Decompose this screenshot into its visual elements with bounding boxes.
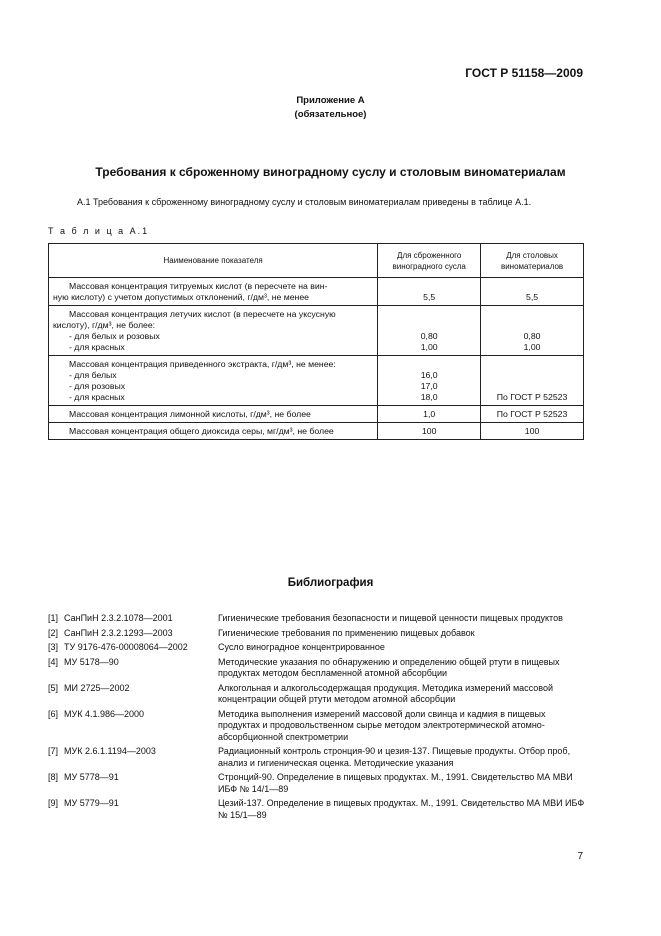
bibliography-code: ТУ 9176-476-00008064—2002 xyxy=(64,642,188,652)
table-cell-value: По ГОСТ Р 52523 xyxy=(496,409,568,419)
bibliography-number: [8] xyxy=(48,772,59,782)
table-cell-col1 xyxy=(378,356,481,406)
table-header-must: Для сброженного виноградного сусла xyxy=(378,244,481,278)
table-cell-col1 xyxy=(378,406,481,423)
table-cell-value: 18,0 xyxy=(420,392,438,402)
table-cell-name xyxy=(49,306,378,356)
bibliography-item xyxy=(48,642,585,654)
table-cell-value: По ГОСТ Р 52523 xyxy=(496,392,568,402)
bibliography-code: МУК 2.6.1.1194—2003 xyxy=(64,746,156,756)
bibliography-text: Стронций-90. Определение в пищевых продуктах. М., 1991. Свидетельство МА МВИ ИБФ № 14/1—89 xyxy=(218,772,573,794)
table-cell-value: 16,0 xyxy=(420,370,438,380)
bibliography-code: МУ 5178—90 xyxy=(64,656,119,667)
bibliography-item xyxy=(48,798,585,821)
bibliography-code: МУ 5779—91 xyxy=(64,798,119,808)
bibliography-list xyxy=(48,613,585,824)
bibliography-code: СанПиН 2.3.2.1293—2003 xyxy=(64,627,173,638)
bibliography-text: Радиационный контроль стронция-90 и цезия-137. Пищевые продукты. Отбор проб, анализ и гигиеническая оценка. Методические указания xyxy=(218,746,571,768)
bibliography-code: МУ 5778—91 xyxy=(64,772,119,782)
table-cell-line: Массовая концентрация титруемых кислот (в пересчете на вин- xyxy=(69,281,328,291)
bibliography-number: [1] xyxy=(48,613,59,623)
table-cell-value: 100 xyxy=(421,426,437,436)
table-cell-value: 1,0 xyxy=(423,409,436,419)
table-cell-col2 xyxy=(481,356,584,406)
table-cell-col2 xyxy=(481,278,584,306)
table-cell-line: Массовая концентрация общего диоксида серы, мг/дм³, не более xyxy=(69,426,334,436)
table-cell-col1 xyxy=(378,306,481,356)
bibliography-item xyxy=(48,613,585,625)
appendix-status: (обязательное) xyxy=(294,109,367,120)
bibliography-item xyxy=(48,772,585,795)
bibliography-text: Гигиенические требования безопасности и пищевой ценности пищевых продуктов xyxy=(218,613,563,623)
bibliography-number: [7] xyxy=(48,746,59,756)
table-cell-value: 5,5 xyxy=(526,292,539,302)
table-cell-col2 xyxy=(481,406,584,423)
table-cell-line: Массовая концентрация лимонной кислоты, г/дм³, не более xyxy=(69,409,311,419)
bibliography-item xyxy=(48,683,585,706)
document-header: ГОСТ Р 51158—2009 xyxy=(465,66,583,80)
bibliography-item xyxy=(48,657,585,680)
bibliography-text: Алкогольная и алкогольсодержащая продукция. Методика измерений массовой концентрации общей ртути методом атомной абсорбции xyxy=(218,682,554,704)
section-title: Требования к сброженному виноградному суслу и столовым виноматериалам xyxy=(95,165,566,179)
table-cell-line: кислоту), г/дм³, не более: xyxy=(53,320,156,330)
table-row xyxy=(49,278,584,306)
bibliography-number: [6] xyxy=(48,708,59,719)
table-row xyxy=(49,423,584,440)
bibliography-item xyxy=(48,709,585,744)
table-cell-col1 xyxy=(378,423,481,440)
table-cell-line: - для красных xyxy=(69,392,125,402)
table-header-wine: Для столовых виноматериалов xyxy=(481,244,584,278)
table-cell-line: - для розовых xyxy=(69,381,126,391)
table-cell-value: 17,0 xyxy=(420,381,438,391)
table-cell-col1 xyxy=(378,278,481,306)
table-cell-value: 5,5 xyxy=(423,292,436,302)
table-cell-name xyxy=(49,356,378,406)
table-row xyxy=(49,406,584,423)
bibliography-number: [9] xyxy=(48,798,59,808)
table-caption: Т а б л и ц а А.1 xyxy=(48,226,150,236)
page-number: 7 xyxy=(577,851,583,862)
bibliography-code: МУК 4.1.986—2000 xyxy=(64,708,145,719)
requirements-table xyxy=(48,243,584,440)
bibliography-number: [4] xyxy=(48,656,59,667)
bibliography-text: Сусло виноградное концентрированное xyxy=(218,642,385,652)
bibliography-code: МИ 2725—2002 xyxy=(64,682,130,693)
table-row xyxy=(49,356,584,406)
bibliography-item xyxy=(48,746,585,769)
bibliography-number: [2] xyxy=(48,627,59,638)
table-cell-line: - для белых xyxy=(69,370,117,380)
bibliography-number: [3] xyxy=(48,642,59,652)
table-cell-line: Массовая концентрация летучих кислот (в пересчете на уксусную xyxy=(69,309,336,319)
table-cell-line: Массовая концентрация приведенного экстракта, г/дм³, не менее: xyxy=(69,359,336,369)
table-cell-line: - для белых и розовых xyxy=(69,331,160,341)
table-cell-name xyxy=(49,278,378,306)
table-header-name: Наименование показателя xyxy=(49,244,378,278)
table-cell-col2 xyxy=(481,423,584,440)
table-cell-name xyxy=(49,423,378,440)
table-cell-value: 0,80 xyxy=(420,331,438,341)
table-cell-name xyxy=(49,406,378,423)
bibliography-text: Методика выполнения измерений массовой доли свинца и кадмия в пищевых продуктах и продовольственном сырье методом электротермической атомно-абсорбционной спектрометрии xyxy=(218,708,546,742)
table-cell-value: 1,00 xyxy=(420,342,438,352)
bibliography-code: СанПиН 2.3.2.1078—2001 xyxy=(64,613,173,623)
table-cell-value: 1,00 xyxy=(523,342,541,352)
bibliography-item xyxy=(48,628,585,640)
table-cell-value: 100 xyxy=(524,426,540,436)
table-cell-line: - для красных xyxy=(69,342,125,352)
bibliography-text: Цезий-137. Определение в пищевых продуктах. М., 1991. Свидетельство МА МВИ ИБФ № 15/1—89 xyxy=(218,798,585,820)
table-row xyxy=(49,306,584,356)
bibliography-title: Библиография xyxy=(287,577,374,589)
table-cell-col2 xyxy=(481,306,584,356)
appendix-title: Приложение А xyxy=(296,95,365,106)
table-cell-line: ную кислоту) с учетом допустимых отклонений, г/дм³, не менее xyxy=(53,292,310,302)
bibliography-number: [5] xyxy=(48,682,59,693)
bibliography-text: Гигиенические требования по применению пищевых добавок xyxy=(218,627,475,638)
table-cell-value: 0,80 xyxy=(523,331,541,341)
bibliography-text: Методические указания по обнаружению и определению общей ртути в пищевых продуктах методом беспламенной атомной абсорбции xyxy=(218,656,560,678)
intro-paragraph: А.1 Требования к сброженному виноградному суслу и столовым виноматериалам приведены в таблице А.1. xyxy=(77,197,532,207)
